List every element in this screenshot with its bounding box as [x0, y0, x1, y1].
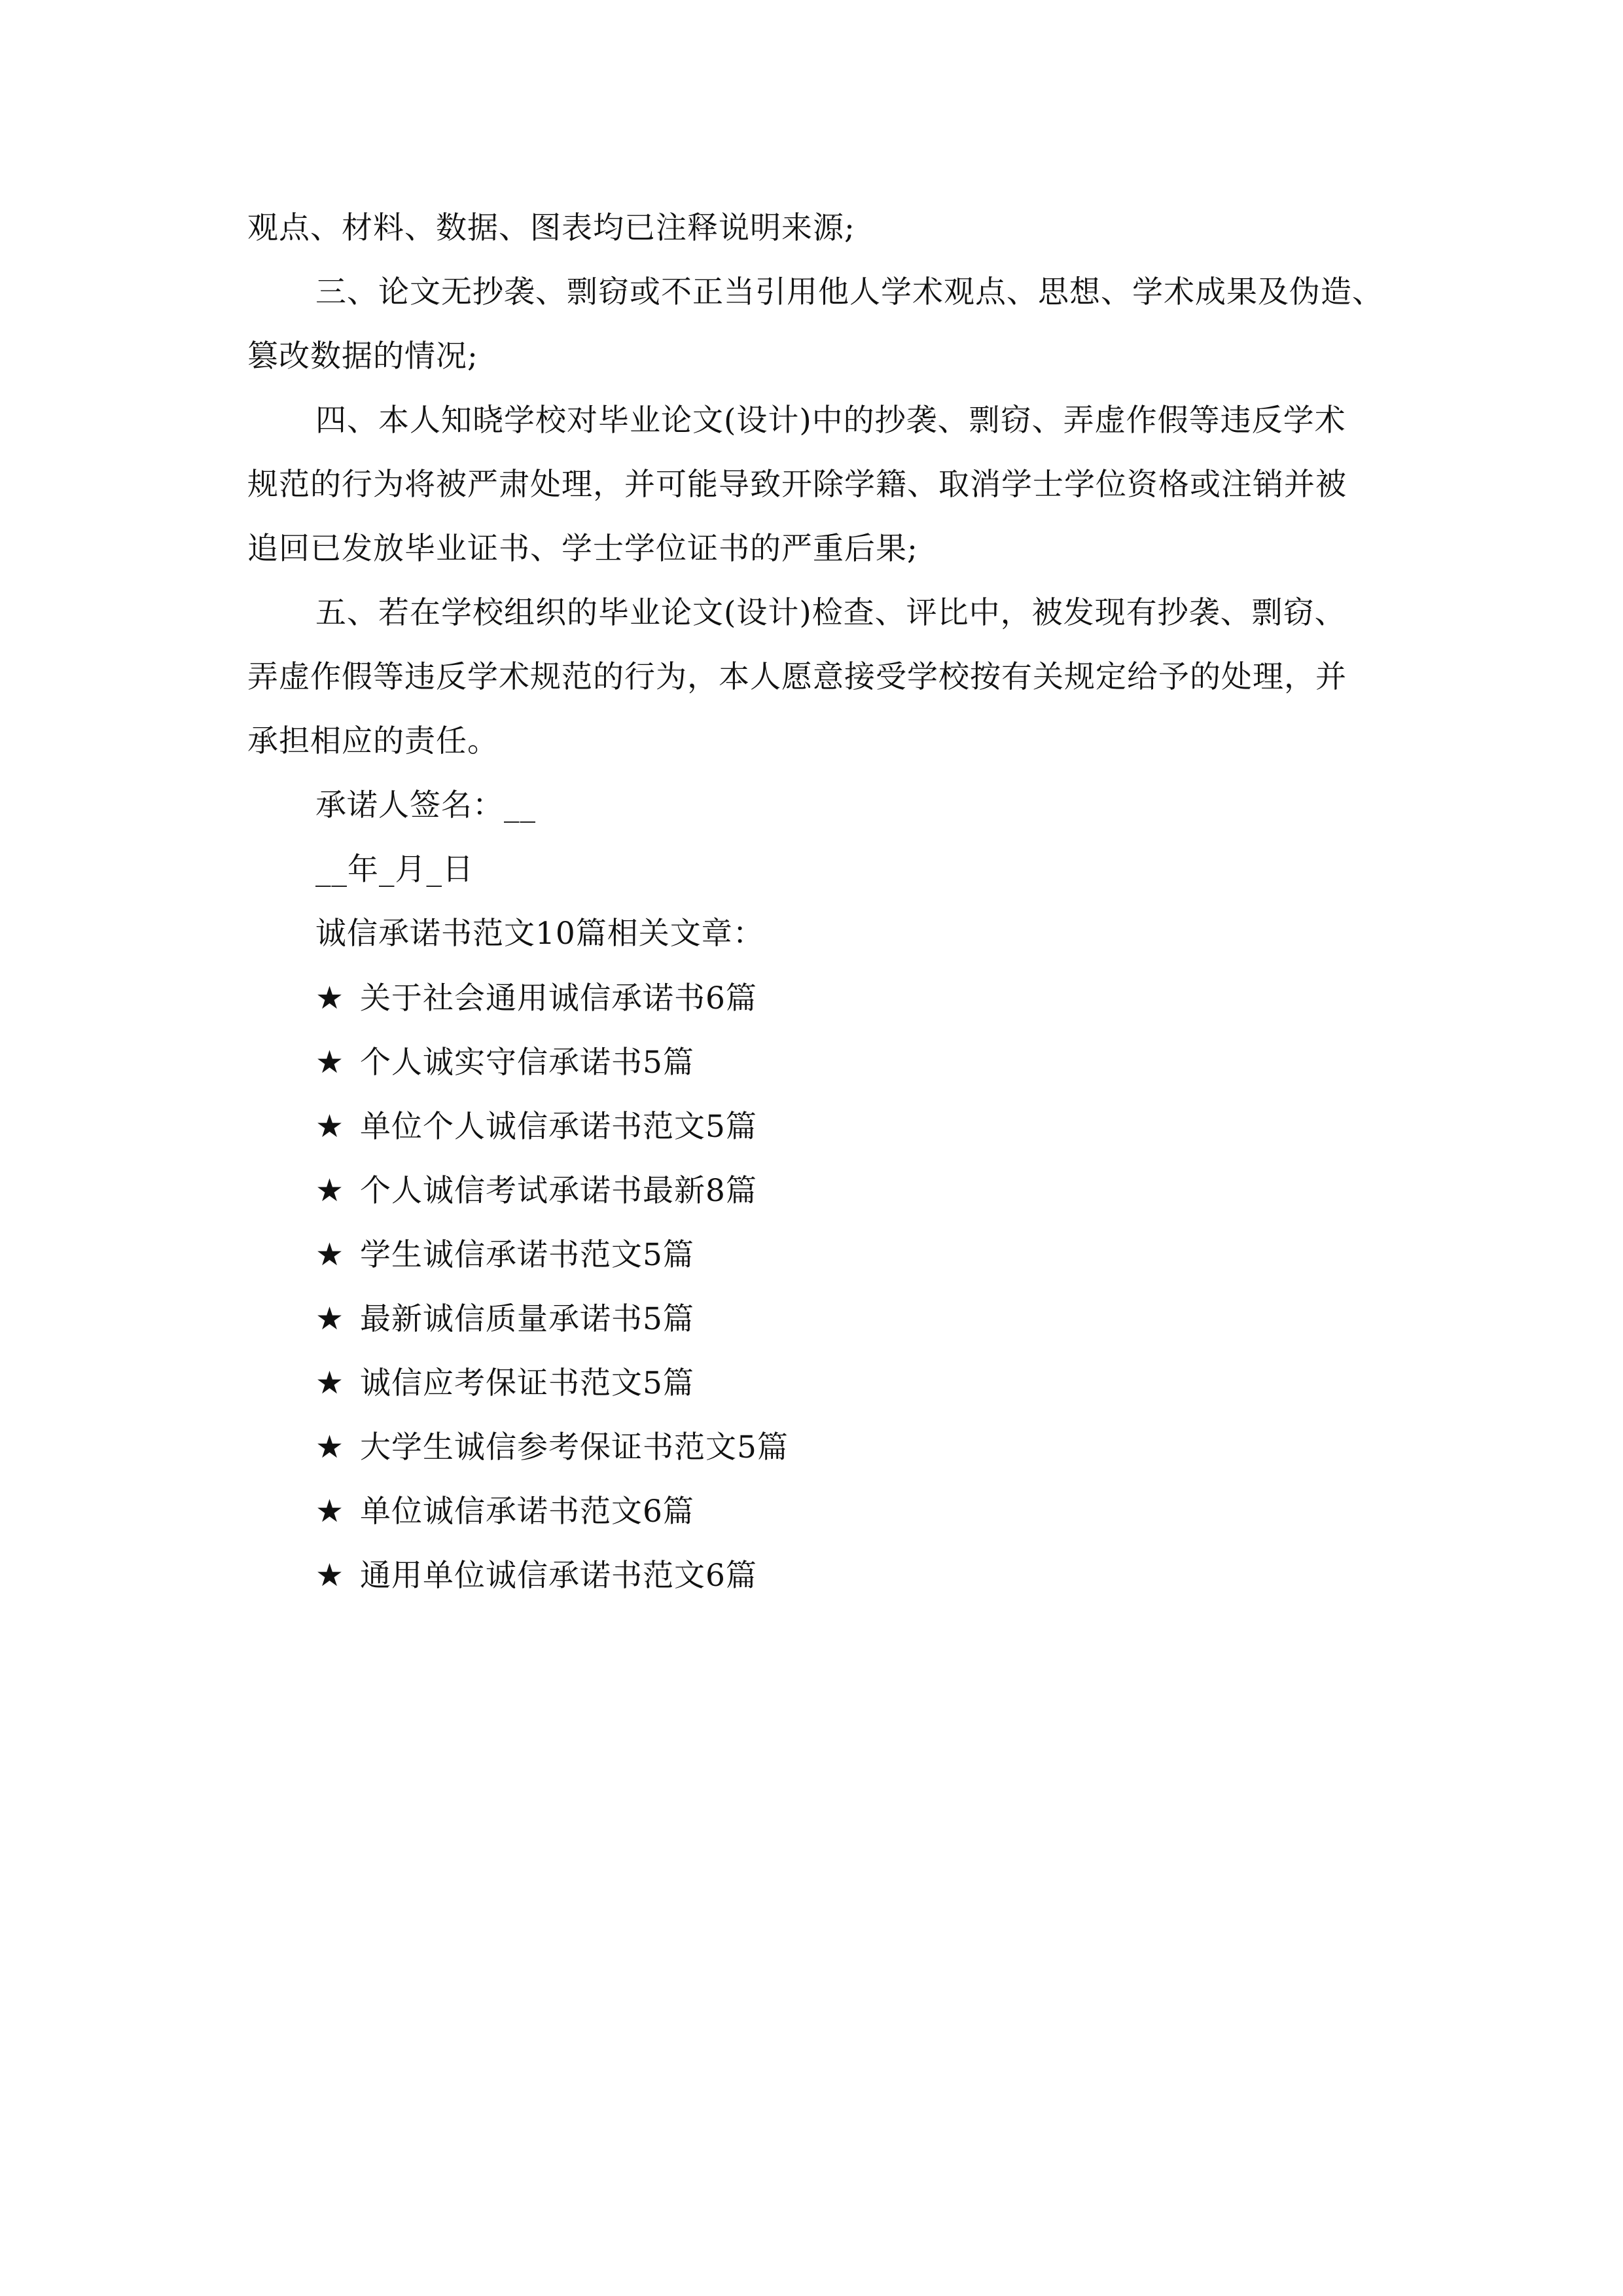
clause-4-line-1: 四、本人知晓学校对毕业论文(设计)中的抄袭、剽窃、弄虚作假等违反学术	[315, 403, 1346, 439]
related-article-title: 个人诚实守信承诺书5篇	[360, 1045, 694, 1081]
related-articles-list	[247, 966, 1399, 1607]
related-article-link[interactable]	[247, 966, 1399, 1030]
star-icon: ★	[315, 1172, 345, 1209]
star-icon: ★	[315, 1429, 345, 1465]
star-icon: ★	[315, 1365, 345, 1401]
related-article-title: 通用单位诚信承诺书范文6篇	[360, 1558, 757, 1594]
clause-5-line-1: 五、若在学校组织的毕业论文(设计)检查、评比中，被发现有抄袭、剽窃、	[315, 595, 1346, 631]
related-article-link[interactable]	[247, 1223, 1399, 1287]
related-article-link[interactable]	[247, 1158, 1399, 1223]
related-articles-heading: 诚信承诺书范文10篇相关文章：	[315, 916, 764, 952]
document-body	[247, 196, 1399, 1607]
star-icon: ★	[315, 1493, 345, 1530]
text-line-1: 观点、材料、数据、图表均已注释说明来源;	[247, 210, 855, 246]
clause-4-line-2: 规范的行为将被严肃处理，并可能导致开除学籍、取消学士学位资格或注销并被	[247, 467, 1347, 503]
related-article-link[interactable]	[247, 1415, 1399, 1479]
related-article-title: 关于社会通用诚信承诺书6篇	[360, 980, 757, 1016]
related-article-title: 诚信应考保证书范文5篇	[360, 1365, 694, 1401]
related-article-link[interactable]	[247, 1543, 1399, 1607]
related-article-title: 单位个人诚信承诺书范文5篇	[360, 1109, 757, 1145]
clause-5-line-3: 承担相应的责任。	[247, 723, 499, 759]
related-article-link[interactable]	[247, 1030, 1399, 1094]
clause-5-line-2: 弄虚作假等违反学术规范的行为，本人愿意接受学校按有关规定给予的处理，并	[247, 659, 1347, 695]
signature-line: 承诺人签名：__	[315, 787, 536, 823]
clause-4-line-3: 追回已发放毕业证书、学士学位证书的严重后果;	[247, 531, 918, 567]
star-icon: ★	[315, 1300, 345, 1337]
related-article-title: 最新诚信质量承诺书5篇	[360, 1301, 694, 1337]
related-article-link[interactable]	[247, 1287, 1399, 1351]
related-article-title: 单位诚信承诺书范文6篇	[360, 1494, 694, 1530]
star-icon: ★	[315, 1108, 345, 1145]
date-line: __年_月_日	[315, 852, 474, 888]
star-icon: ★	[315, 1557, 345, 1594]
star-icon: ★	[315, 1044, 345, 1081]
star-icon: ★	[315, 1236, 345, 1273]
related-article-link[interactable]	[247, 1351, 1399, 1415]
related-article-link[interactable]	[247, 1479, 1399, 1543]
clause-3-line-1: 三、论文无抄袭、剽窃或不正当引用他人学术观点、思想、学术成果及伪造、	[315, 274, 1383, 310]
related-article-title: 个人诚信考试承诺书最新8篇	[360, 1173, 757, 1209]
related-article-title: 大学生诚信参考保证书范文5篇	[360, 1429, 789, 1465]
related-article-link[interactable]	[247, 1094, 1399, 1158]
related-article-title: 学生诚信承诺书范文5篇	[360, 1237, 694, 1273]
clause-3-line-2: 篡改数据的情况;	[247, 338, 478, 374]
star-icon: ★	[315, 980, 345, 1016]
